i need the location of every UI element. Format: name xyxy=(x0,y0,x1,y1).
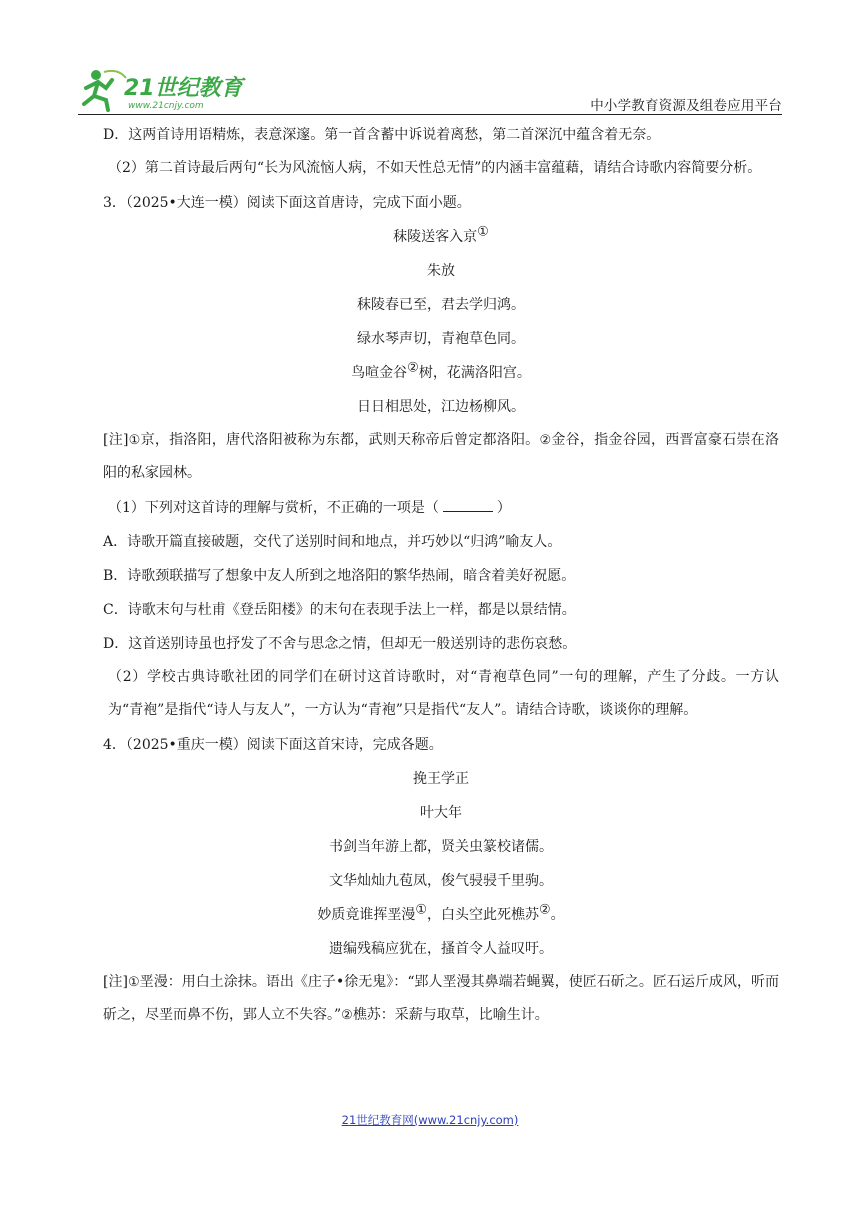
page-footer xyxy=(0,1112,860,1128)
q4-poem-line: 书剑当年游上都，贤关虫篆校诸儒。 xyxy=(329,838,553,855)
q3-sub1: （1）下列对这首诗的理解与赏析，不正确的一项是（ ） xyxy=(108,499,511,516)
q4-poem-line: 遗编残稿应犹在，搔首令人益叹吁。 xyxy=(329,940,553,957)
page-content xyxy=(103,118,779,1033)
q3-poem-line: 鸟喧金谷②树，花满洛阳宫。 xyxy=(351,359,531,381)
q3-option: B．诗歌颈联描写了想象中友人所到之地洛阳的繁华热闹，暗含着美好祝愿。 xyxy=(103,567,576,584)
note-marker: ② xyxy=(407,359,419,375)
logo-text: 21世纪教育 xyxy=(124,76,243,101)
note-marker: ② xyxy=(539,901,551,917)
q4-poem-line: 妙质竟谁挥垩漫①，白头空此死樵苏②。 xyxy=(317,901,565,923)
logo-url: www.21cnjy.com xyxy=(128,101,204,111)
header-divider xyxy=(78,114,782,115)
q3-option: A．诗歌开篇直接破题，交代了送别时间和地点，并巧妙以“归鸿”喻友人。 xyxy=(103,533,562,550)
q3-poem-line: 日日相思处，江边杨柳风。 xyxy=(357,398,525,415)
logo-21cnjy xyxy=(78,66,278,112)
q4-stem: 4．（2025•重庆一模）阅读下面这首宋诗，完成各题。 xyxy=(103,736,443,753)
q3-option: C．诗歌末句与杜甫《登岳阳楼》的末句在表现手法上一样，都是以景结情。 xyxy=(103,601,576,618)
note-marker: ① xyxy=(415,901,427,917)
q3-option: D．这首送别诗虽也抒发了不舍与思念之情，但却无一般送别诗的悲伤哀愁。 xyxy=(103,635,577,652)
page-header xyxy=(78,60,782,118)
answer-blank[interactable] xyxy=(443,499,493,512)
q3-stem: 3．（2025•大连一模）阅读下面这首唐诗，完成下面小题。 xyxy=(103,194,471,211)
q4-notes: [注]①垩漫：用白土涂抹。语出《庄子•徐无鬼》：“郢人垩漫其鼻端若蝇翼，使匠石斫之。匠石运斤成风，听而斫之，尽垩而鼻不伤，郢人立不失容。”②樵苏：采薪与取草，比喻生计。 xyxy=(103,973,779,1023)
q3-sub2: （2）学校古典诗歌社团的同学们在研讨这首诗歌时，对“青袍草色同”一句的理解，产生了分歧。一方认为“青袍”是指代“诗人与友人”，一方认为“青袍”只是指代“友人”。请结合诗歌，谈谈你的理解。 xyxy=(108,668,779,718)
q3-poem-line: 绿水琴声切，青袍草色同。 xyxy=(357,330,525,347)
q2-option-d: D．这两首诗用语精炼，表意深邃。第一首含蓄中诉说着离愁，第二首深沉中蕴含着无奈。 xyxy=(103,127,661,143)
q2-sub2: （2）第二首诗最后两句“长为风流恼人病，不如天性总无情”的内涵丰富蕴藉，请结合诗歌内容简要分析。 xyxy=(108,160,762,176)
note-marker: ① xyxy=(477,223,489,239)
q3-poem-line: 秣陵春已至，君去学归鸿。 xyxy=(357,296,525,313)
q4-poem-title: 挽王学正 xyxy=(413,770,469,787)
platform-name: 中小学教育资源及组卷应用平台 xyxy=(590,98,782,114)
footer-link[interactable]: 21世纪教育网(www.21cnjy.com) xyxy=(341,1113,519,1127)
q3-poem-author: 朱放 xyxy=(427,262,455,279)
q4-poem-line: 文华灿灿九苞凤，俊气骎骎千里驹。 xyxy=(329,872,553,889)
q3-notes: [注]①京，指洛阳，唐代洛阳被称为东都，武则天称帝后曾定都洛阳。②金谷，指金谷园，西晋富豪石崇在洛阳的私家园林。 xyxy=(103,431,780,481)
q4-poem-author: 叶大年 xyxy=(420,804,462,821)
running-person-icon xyxy=(84,70,126,110)
q3-poem-title: 秣陵送客入京① xyxy=(393,223,489,245)
